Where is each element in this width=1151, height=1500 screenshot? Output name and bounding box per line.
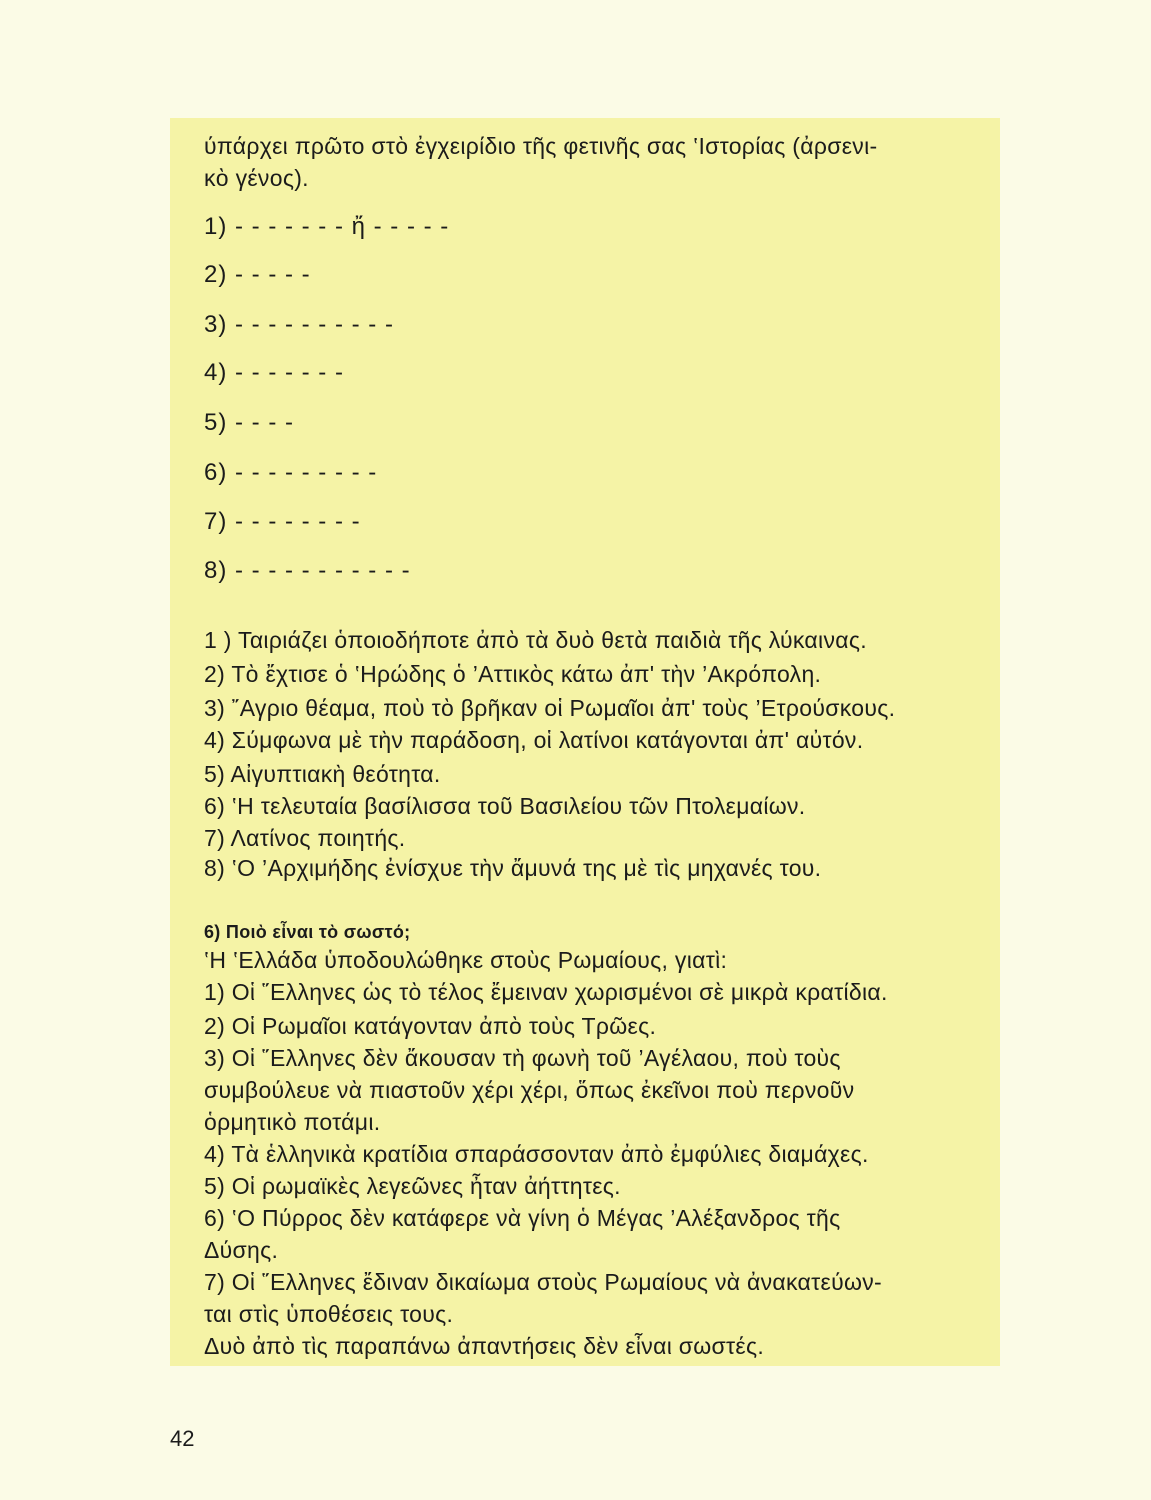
question-6-line-11: 7) Οἱ ῞Ελληνες ἔδιναν δικαίωμα στοὺς Ρωμαίους νὰ ἀνακατεύων- [204,1269,882,1295]
question-6-line-8: 5) Οἱ ρωμαϊκὲς λεγεῶνες ἦταν ἀήττητες. [204,1173,621,1199]
blank-line-1: 1) - - - - - - - ἤ - - - - - [204,213,450,240]
clue-8: 8) ‛Ο ’Αρχιμήδης ἐνίσχυε τὴν ἄμυνά της μὲ τὶς μηχανές του. [204,855,822,881]
clue-1: 1 ) Ταιριάζει ὁποιοδήποτε ἀπὸ τὰ δυὸ θετὰ παιδιὰ τῆς λύκαινας. [204,627,867,653]
question-6-line-6: ὁρμητικὸ ποτάμι. [204,1109,381,1135]
question-6-line-3: 2) Οἱ Ρωμαῖοι κατάγονταν ἀπὸ τοὺς Τρῶες. [204,1013,657,1039]
clue-2: 2) Τὸ ἔχτισε ὁ ‛Ηρώδης ὁ ’Αττικὸς κάτω ἀπ' τὴν ’Ακρόπολη. [204,661,822,687]
question-6-line-12: ται στὶς ὑποθέσεις τους. [204,1301,454,1327]
page-number: 42 [170,1426,195,1451]
clue-5: 5) Αἰγυπτιακὴ θεότητα. [204,761,441,787]
clue-6: 6) ‛Η τελευταία βασίλισσα τοῦ Βασιλείου τῶν Πτολεμαίων. [204,793,806,819]
blank-line-6: 6) - - - - - - - - - [204,459,378,486]
clue-3: 3) ῎Αγριο θέαμα, ποὺ τὸ βρῆκαν οἱ Ρωμαῖοι ἀπ' τοὺς ’Ετρούσκους. [204,695,896,721]
question-6-line-4: 3) Οἱ ῞Ελληνες δὲν ἄκουσαν τὴ φωνὴ τοῦ ’Αγέλαου, ποὺ τοὺς [204,1045,841,1071]
question-6-line-9: 6) ‛Ο Πύρρος δὲν κατάφερε νὰ γίνη ὁ Μέγας ’Αλέξανδρος τῆς [204,1205,841,1231]
question-6-heading: 6) Ποιὸ εἶναι τὸ σωστό; [204,922,411,942]
question-6-line-5: συμβούλευε νὰ πιαστοῦν χέρι χέρι, ὅπως ἐκεῖνοι ποὺ περνοῦν [204,1077,855,1103]
question-6-line-7: 4) Τὰ ἑλληνικὰ κρατίδια σπαράσσονταν ἀπὸ ἐμφύλιες διαμάχες. [204,1141,869,1167]
blank-line-3: 3) - - - - - - - - - - [204,311,394,338]
blank-line-8: 8) - - - - - - - - - - - [204,557,411,584]
question-6-line-1: ‛Η ‛Ελλάδα ὑποδουλώθηκε στοὺς Ρωμαίους, γιατὶ: [204,947,728,973]
blank-line-7: 7) - - - - - - - - [204,508,361,535]
blank-line-4: 4) - - - - - - - [204,359,344,386]
blank-line-2: 2) - - - - - [204,261,311,288]
clue-4: 4) Σύμφωνα μὲ τὴν παράδοση, οἱ λατίνοι κατάγονται ἀπ' αὐτόν. [204,727,864,753]
clue-7: 7) Λατίνος ποιητής. [204,825,406,851]
blank-line-5: 5) - - - - [204,409,294,436]
intro-line-2: κὸ γένος). [204,165,309,191]
question-6-line-10: Δύσης. [204,1237,279,1263]
question-6-line-2: 1) Οἱ ῞Ελληνες ὡς τὸ τέλος ἔμειναν χωρισμένοι σὲ μικρὰ κρατίδια. [204,979,888,1005]
question-6-line-13: Δυὸ ἀπὸ τὶς παραπάνω ἀπαντήσεις δὲν εἶναι σωστές. [204,1333,765,1359]
intro-line-1: ύπάρχει πρῶτο στὸ ἐγχειρίδιο τῆς φετινῆς σας ‛Ιστορίας (ἀρσενι- [204,133,878,159]
